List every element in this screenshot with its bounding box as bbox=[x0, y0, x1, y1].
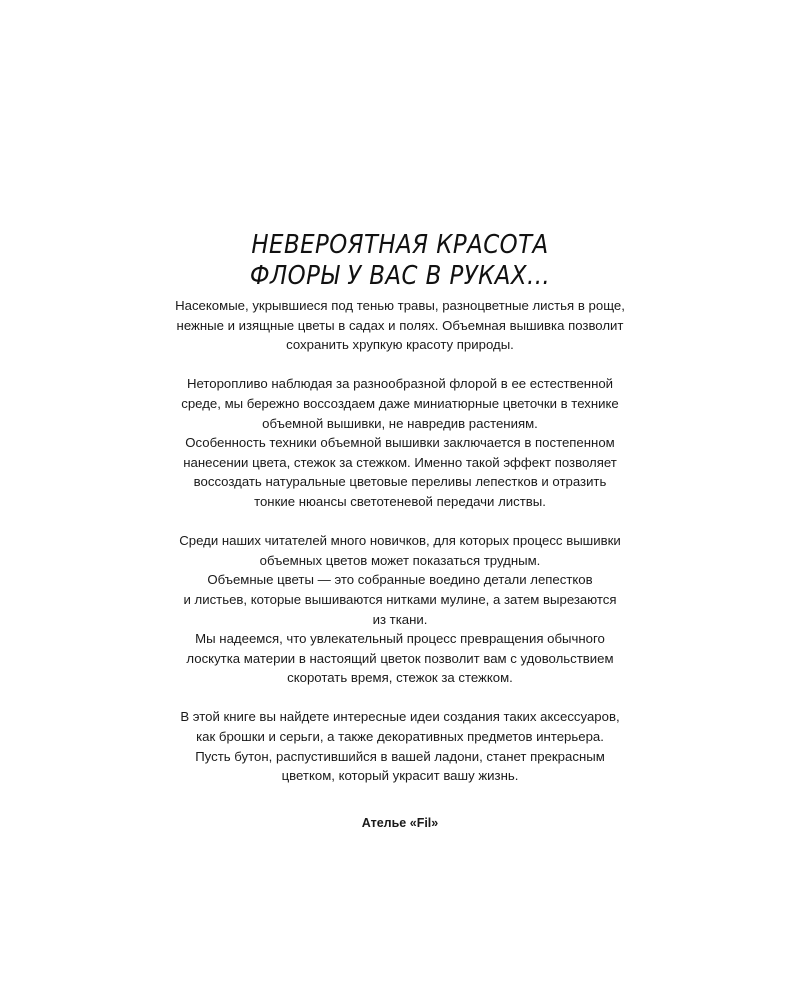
text-line: скоротать время, стежок за стежком. bbox=[287, 670, 513, 686]
text-line: Неторопливо наблюдая за разнообразной флорой в ее естественной bbox=[186, 376, 614, 392]
text-line: нежные и изящные цветы в садах и полях. Объемная вышивка позволит bbox=[176, 317, 624, 333]
text-line: как брошки и серьги, а также декоративных предметов интерьера. bbox=[196, 729, 604, 745]
text-line: лоскутка материи в настоящий цветок позволит вам с удовольствием bbox=[186, 650, 614, 666]
text-line: В этой книге вы найдете интересные идеи создания таких аксессуаров, bbox=[180, 709, 620, 725]
text-line: из ткани. bbox=[372, 611, 428, 627]
page-title bbox=[48, 230, 752, 292]
paragraph-1 bbox=[120, 296, 680, 355]
text-line: объемных цветов может показаться трудным. bbox=[259, 552, 541, 568]
text-line: цветком, который украсит вашу жизнь. bbox=[281, 768, 519, 784]
title-line-2: ФЛОРЫ У ВАС В РУКАХ... bbox=[249, 261, 551, 292]
text-line: среде, мы бережно воссоздаем даже миниатюрные цветочки в технике bbox=[181, 395, 619, 411]
text-line: воссоздать натуральные цветовые переливы лепестков и отразить bbox=[193, 474, 607, 490]
text-line: объемной вышивки, не навредив растениям. bbox=[262, 415, 538, 431]
paragraph-3 bbox=[120, 531, 680, 688]
text-line: и листьев, которые вышиваются нитками мулине, а затем вырезаются bbox=[183, 591, 617, 607]
text-line: Среди наших читателей много новичков, для которых процесс вышивки bbox=[179, 533, 621, 549]
text-line: тонкие нюансы светотеневой передачи листвы. bbox=[254, 493, 546, 509]
paragraph-2 bbox=[120, 374, 680, 511]
text-line: Особенность техники объемной вышивки заключается в постепенном bbox=[185, 435, 615, 451]
text-line: Мы надеемся, что увлекательный процесс превращения обычного bbox=[195, 631, 605, 647]
text-line: сохранить хрупкую красоту природы. bbox=[286, 337, 514, 353]
title-line-1: НЕВЕРОЯТНАЯ КРАСОТА bbox=[251, 230, 549, 261]
body-text bbox=[120, 296, 680, 805]
signature: Ателье «Fil» bbox=[361, 816, 439, 830]
text-line: Насекомые, укрывшиеся под тенью травы, разноцветные листья в роще, bbox=[175, 298, 625, 313]
text-line: Объемные цветы — это собранные воедино детали лепестков bbox=[207, 572, 593, 588]
text-line: нанесении цвета, стежок за стежком. Именно такой эффект позволяет bbox=[183, 454, 617, 470]
text-line: Пусть бутон, распустившийся в вашей ладони, станет прекрасным bbox=[195, 748, 605, 764]
paragraph-4 bbox=[120, 707, 680, 785]
